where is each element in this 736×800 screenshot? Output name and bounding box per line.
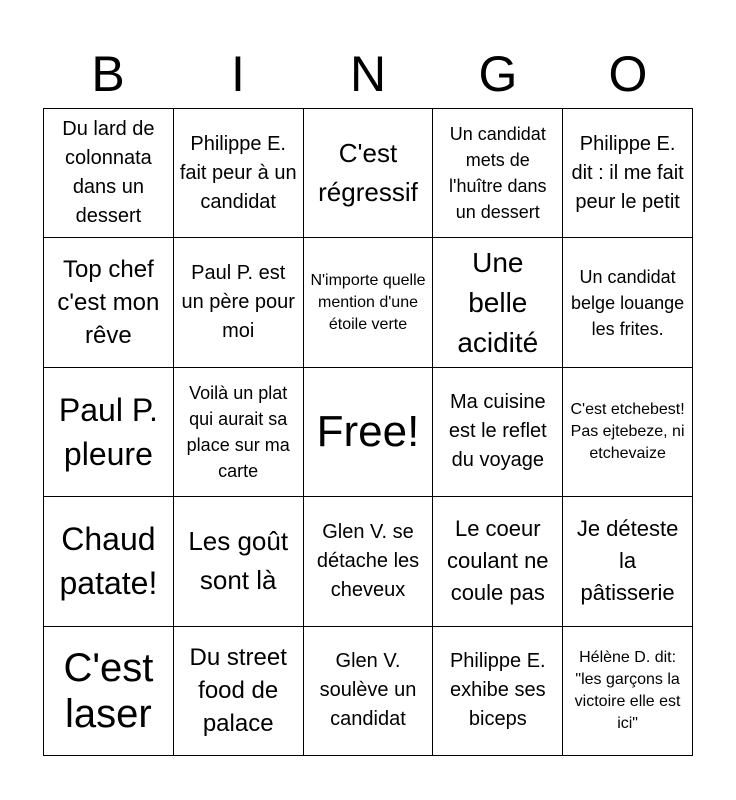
- bingo-cell[interactable]: [304, 627, 434, 756]
- bingo-cell[interactable]: [563, 368, 693, 497]
- header-letter-b: B: [91, 46, 125, 102]
- bingo-cell[interactable]: [174, 368, 304, 497]
- bingo-cell[interactable]: [433, 238, 563, 367]
- bingo-cell[interactable]: [44, 497, 174, 626]
- bingo-cell-text: Glen V. soulève un candidat: [319, 650, 417, 731]
- bingo-cell-text: N'importe quelle mention d'une étoile verte: [310, 271, 426, 333]
- bingo-cell[interactable]: [433, 368, 563, 497]
- bingo-cell[interactable]: [174, 497, 304, 626]
- bingo-cell-text: Philippe E. dit : il me fait peur le petit: [571, 132, 684, 213]
- bingo-cell-text: Voilà un plat qui aurait sa place sur ma carte: [186, 382, 290, 481]
- bingo-cell[interactable]: [174, 238, 304, 367]
- bingo-cell-text: Un candidat belge louange les frites.: [571, 266, 685, 339]
- bingo-grid: [43, 108, 693, 756]
- bingo-cell-text: Je déteste la pâtisserie: [576, 516, 679, 606]
- header-letter-o: O: [608, 46, 648, 102]
- bingo-cell[interactable]: [44, 109, 174, 238]
- bingo-cell-text: Philippe E. exhibe ses biceps: [449, 650, 546, 731]
- bingo-cell-text: Philippe E. fait peur à un candidat: [179, 132, 297, 213]
- bingo-cell-text: Un candidat mets de l'huître dans un dessert: [449, 124, 547, 223]
- header-letter-i: I: [231, 46, 245, 102]
- bingo-cell-text: Paul P. pleure: [58, 391, 158, 472]
- bingo-cell[interactable]: [304, 109, 434, 238]
- bingo-cell[interactable]: [174, 627, 304, 756]
- bingo-cell-text: Du street food de palace: [189, 644, 287, 738]
- bingo-cell[interactable]: [433, 497, 563, 626]
- bingo-cell-text: C'est laser: [63, 645, 154, 736]
- bingo-cell[interactable]: [44, 368, 174, 497]
- bingo-cell-text: Top chef c'est mon rêve: [57, 256, 160, 350]
- bingo-cell[interactable]: [304, 238, 434, 367]
- bingo-cell[interactable]: [563, 497, 693, 626]
- bingo-cell-text: C'est etchebest! Pas ejtebeze, ni etchevaize: [570, 400, 685, 462]
- bingo-cell-text: Les goût sont là: [188, 526, 289, 596]
- bingo-cell-text: Glen V. se détache les cheveux: [316, 520, 420, 601]
- bingo-cell-text: Hélène D. dit: "les garçons la victoire elle est ici": [574, 648, 681, 732]
- bingo-cell[interactable]: [433, 627, 563, 756]
- bingo-cell[interactable]: [563, 627, 693, 756]
- bingo-cell-text: Le coeur coulant ne coule pas: [447, 516, 549, 606]
- bingo-cell-text: Chaud patate!: [59, 521, 158, 602]
- header-letter-n: N: [349, 46, 387, 102]
- bingo-cell[interactable]: [563, 109, 693, 238]
- bingo-cell-text: Paul P. est un père pour moi: [181, 262, 295, 343]
- bingo-cell[interactable]: [174, 109, 304, 238]
- bingo-cell[interactable]: [304, 497, 434, 626]
- bingo-cell-text: Une belle acidité: [457, 246, 539, 358]
- bingo-cell[interactable]: [44, 627, 174, 756]
- bingo-cell-text: Ma cuisine est le reflet du voyage: [448, 391, 547, 472]
- bingo-cell-text: C'est régressif: [318, 138, 418, 208]
- header-letter-g: G: [478, 46, 518, 102]
- bingo-cell[interactable]: [433, 109, 563, 238]
- free-cell-text: Free!: [316, 406, 420, 456]
- bingo-cell[interactable]: [563, 238, 693, 367]
- bingo-cell[interactable]: [44, 238, 174, 367]
- bingo-header: [43, 40, 693, 108]
- free-cell[interactable]: [304, 368, 434, 497]
- bingo-cell-text: Du lard de colonnata dans un dessert: [62, 118, 155, 228]
